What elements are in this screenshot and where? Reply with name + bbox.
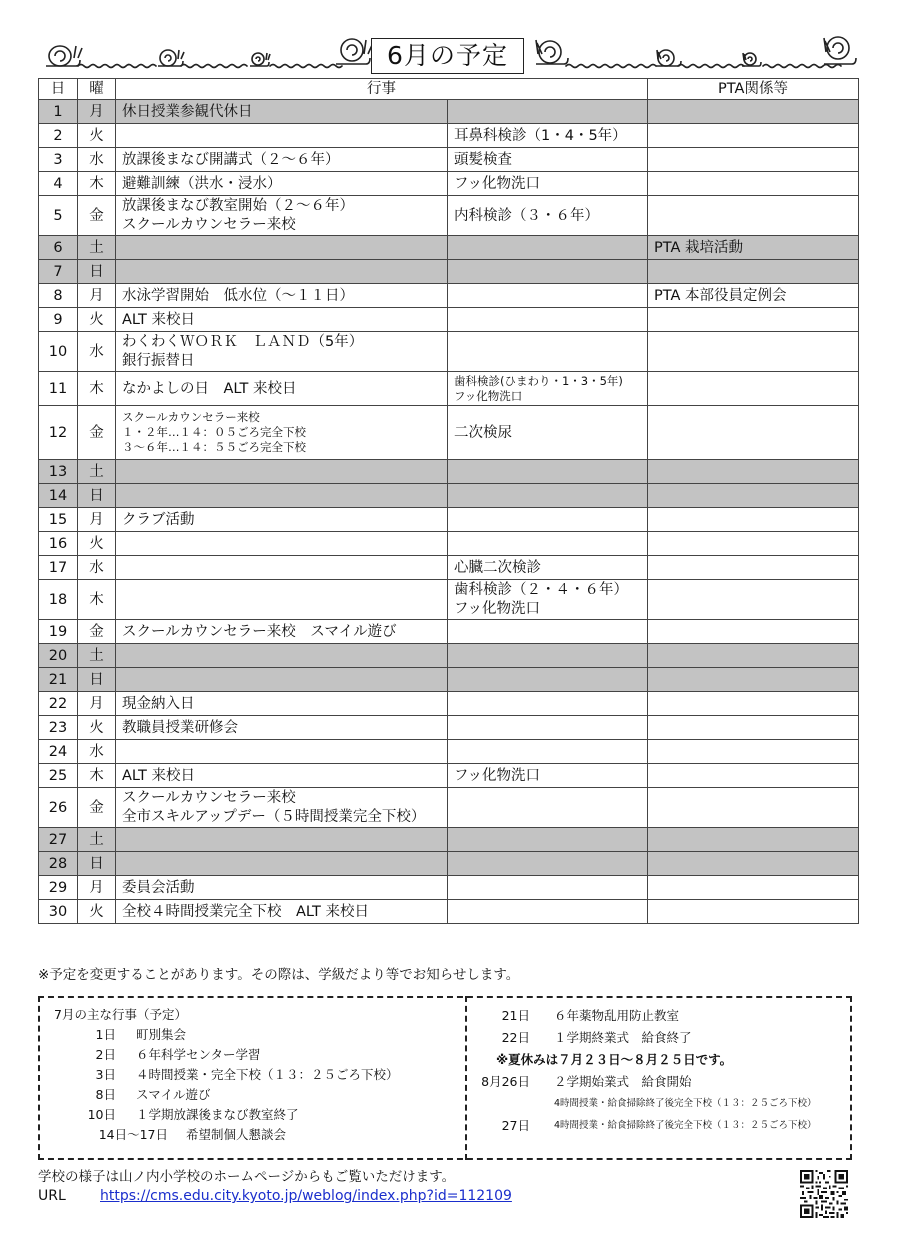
row-weekday: 水 [78,556,116,580]
row-day: 13 [39,460,78,484]
table-row [39,788,859,828]
row-event-health [448,172,648,196]
row-day: 12 [39,406,78,460]
header-day: 日 [39,79,78,100]
cell-line: スクールカウンセラー来校 スマイル遊び [122,623,397,640]
row-weekday: 月 [78,100,116,124]
table-row [39,284,859,308]
row-event [116,764,448,788]
row-pta [648,100,859,124]
cell-line: 歯科検診(ひまわり・1・3・5年) [454,373,623,388]
row-event [116,484,448,508]
table-row [39,100,859,124]
july-date: 1日 [95,1027,116,1042]
snail-icon [336,39,373,64]
snail-icon [158,50,184,66]
row-pta [648,740,859,764]
july-event: １学期放課後まなび教室終了 [136,1107,299,1122]
table-header-row [39,79,859,100]
row-event-health [448,100,648,124]
table-row [39,668,859,692]
row-event [116,740,448,764]
row-pta [648,620,859,644]
row-weekday: 月 [78,508,116,532]
row-day: 8 [39,284,78,308]
row-event [116,788,448,828]
cell-line: 水泳学習開始 低水位（～１１日） [122,287,354,304]
row-event [116,692,448,716]
row-event-health [448,644,648,668]
row-pta [648,764,859,788]
row-pta [648,556,859,580]
page-title: 6月の予定 [371,38,524,74]
row-pta [648,332,859,372]
table-row [39,236,859,260]
row-event [116,100,448,124]
july-date: 27日 [501,1118,530,1133]
july-date: 2日 [95,1047,116,1062]
row-weekday: 土 [78,644,116,668]
row-pta [648,532,859,556]
table-row [39,828,859,852]
july-item [48,1045,399,1065]
row-pta [648,828,859,852]
row-pta [648,852,859,876]
cell-line: フッ化物洗口 [454,175,540,192]
row-pta [648,260,859,284]
table-row [39,644,859,668]
row-day: 6 [39,236,78,260]
row-day: 19 [39,620,78,644]
url-line [38,1188,512,1204]
row-event [116,580,448,620]
table-row [39,620,859,644]
header-weekday: 曜 [78,79,116,100]
row-day: 7 [39,260,78,284]
row-event [116,644,448,668]
july-event: 希望制個人懇談会 [186,1127,287,1142]
july-item [470,1005,845,1027]
july-item [470,1093,845,1115]
table-row [39,692,859,716]
cell-line: 心臓二次検診 [454,559,541,576]
snail-icon [742,53,761,66]
july-item [470,1027,845,1049]
row-pta [648,124,859,148]
snail-icon [250,53,270,66]
row-weekday: 水 [78,148,116,172]
row-weekday: 日 [78,668,116,692]
cell-line: 現金納入日 [122,695,195,712]
row-event [116,308,448,332]
row-day: 21 [39,668,78,692]
snail-icon [46,46,82,66]
cell-line: スクールカウンセラー来校 [122,410,260,424]
row-day: 5 [39,196,78,236]
row-weekday: 金 [78,406,116,460]
row-event-health [448,508,648,532]
table-row [39,406,859,460]
row-event [116,236,448,260]
table-row [39,332,859,372]
row-day: 10 [39,332,78,372]
row-weekday: 木 [78,372,116,406]
table-row [39,876,859,900]
row-pta [648,580,859,620]
july-item [470,1115,845,1137]
row-day: 11 [39,372,78,406]
page-header [38,28,860,78]
row-event-health [448,308,648,332]
row-weekday: 水 [78,332,116,372]
row-weekday: 土 [78,460,116,484]
july-heading: 7月の主な行事（予定） [54,1007,187,1022]
row-weekday: 火 [78,308,116,332]
row-weekday: 日 [78,852,116,876]
cell-line: PTA 本部役員定例会 [654,287,787,304]
row-weekday: 火 [78,900,116,924]
row-event [116,406,448,460]
july-item [48,1085,399,1105]
july-event: スマイル遊び [136,1087,211,1102]
cell-line: 内科検診（３・６年） [454,207,599,224]
row-pta [648,716,859,740]
row-pta [648,460,859,484]
table-row [39,460,859,484]
row-event-health [448,148,648,172]
row-day: 25 [39,764,78,788]
july-event: ４時間授業・完全下校（１３：２５ごろ下校） [136,1067,399,1082]
table-row [39,508,859,532]
row-day: 14 [39,484,78,508]
row-event-health [448,692,648,716]
row-event-health [448,876,648,900]
july-events-right [470,1005,845,1137]
row-event [116,124,448,148]
cell-line: PTA 栽培活動 [654,239,744,256]
schedule-table [38,78,859,924]
row-day: 23 [39,716,78,740]
row-weekday: 木 [78,172,116,196]
cell-line: なかよしの日 ALT 来校日 [122,380,297,397]
cell-line: スクールカウンセラー来校 [122,216,296,233]
row-event [116,828,448,852]
row-weekday: 月 [78,284,116,308]
cell-line: 二次検尿 [454,424,512,441]
homepage-link[interactable]: https://cms.edu.city.kyoto.jp/weblog/index.php?id=112109 [100,1188,512,1204]
row-pta [648,172,859,196]
row-pta [648,876,859,900]
cell-line: 耳鼻科検診（1・4・5年） [454,127,627,144]
row-event [116,508,448,532]
row-event [116,532,448,556]
row-weekday: 金 [78,620,116,644]
row-event-health [448,460,648,484]
cell-line: １・２年…１４：０５ごろ完全下校 [122,425,306,439]
row-day: 22 [39,692,78,716]
table-row [39,532,859,556]
july-event: 4時間授業・給食掃除終了後完全下校（１３：２５ごろ下校） [554,1120,817,1131]
row-event-health [448,716,648,740]
cell-line: ALT 来校日 [122,767,195,784]
row-event [116,284,448,308]
row-pta [648,900,859,924]
row-event [116,372,448,406]
july-date: 22日 [501,1030,530,1045]
table-row [39,900,859,924]
july-events-left [48,1005,399,1145]
cell-line: 委員会活動 [122,879,195,896]
cell-line: 頭髪検査 [454,151,512,168]
cell-line: クラブ活動 [122,511,195,528]
row-event-health [448,900,648,924]
row-weekday: 日 [78,484,116,508]
row-event [116,716,448,740]
row-event [116,900,448,924]
row-weekday: 火 [78,716,116,740]
url-label: URL [38,1188,66,1204]
row-event [116,332,448,372]
july-event: ２学期始業式 給食開始 [554,1074,692,1089]
july-event: ６年薬物乱用防止教室 [554,1008,680,1023]
table-row [39,716,859,740]
table-row [39,308,859,332]
july-event: １学期終業式 給食終了 [554,1030,692,1045]
row-weekday: 金 [78,196,116,236]
july-date: 8日 [95,1087,116,1102]
row-weekday: 火 [78,532,116,556]
row-pta [648,236,859,260]
row-event-health [448,260,648,284]
cell-line: ALT 来校日 [122,311,195,328]
row-event-health [448,828,648,852]
row-day: 1 [39,100,78,124]
row-event-health [448,124,648,148]
table-row [39,484,859,508]
row-event-health [448,788,648,828]
row-pta [648,284,859,308]
july-event: 町別集会 [136,1027,187,1042]
row-day: 15 [39,508,78,532]
table-row [39,764,859,788]
row-event [116,876,448,900]
row-event-health [448,484,648,508]
row-event-health [448,406,648,460]
row-event [116,460,448,484]
row-day: 20 [39,644,78,668]
cell-line: 放課後まなび開講式（２～６年） [122,151,340,168]
row-event [116,620,448,644]
snail-icon [656,50,681,66]
table-row [39,740,859,764]
row-event [116,148,448,172]
july-item [470,1071,845,1093]
cell-line: 歯科検診（２・４・６年） [454,581,628,598]
row-event [116,852,448,876]
july-date: 14日～17日 [98,1127,168,1142]
july-box-divider [465,996,467,1160]
row-day: 27 [39,828,78,852]
july-item [48,1025,399,1045]
row-day: 28 [39,852,78,876]
row-pta [648,308,859,332]
july-item [48,1125,399,1145]
july-date: 8月26日 [481,1074,530,1089]
row-event-health [448,580,648,620]
snail-icon [536,40,568,64]
row-weekday: 日 [78,260,116,284]
row-event-health [448,556,648,580]
row-pta [648,692,859,716]
table-row [39,196,859,236]
row-event-health [448,620,648,644]
row-pta [648,484,859,508]
table-row [39,580,859,620]
row-pta [648,788,859,828]
cell-line: 全市スキルアップデー（５時間授業完全下校） [122,808,426,825]
row-pta [648,668,859,692]
schedule-body [39,100,859,924]
table-row [39,372,859,406]
july-date: 21日 [501,1008,530,1023]
cell-line: フッ化物洗口 [454,388,523,403]
summer-break-note: ※夏休みは７月２３日～８月２５日です。 [496,1052,733,1067]
row-day: 4 [39,172,78,196]
july-item [470,1049,845,1071]
row-pta [648,406,859,460]
cell-line: 避難訓練（洪水・浸水） [122,175,282,192]
row-pta [648,196,859,236]
row-day: 30 [39,900,78,924]
homepage-note: 学校の様子は山ノ内小学校のホームページからもご覧いただけます。 [38,1169,456,1185]
row-weekday: 土 [78,236,116,260]
cell-line: 銀行振替日 [122,352,195,369]
row-pta [648,644,859,668]
july-event: ６年科学センター学習 [136,1047,261,1062]
row-day: 2 [39,124,78,148]
row-day: 18 [39,580,78,620]
row-pta [648,372,859,406]
cell-line: フッ化物洗口 [454,767,540,784]
cell-line: ３～６年…１４：５５ごろ完全下校 [122,440,306,454]
row-event-health [448,196,648,236]
row-event [116,172,448,196]
row-day: 16 [39,532,78,556]
schedule-note: ※予定を変更することがあります。その際は、学級だより等でお知らせします。 [38,967,520,983]
row-day: 17 [39,556,78,580]
row-weekday: 月 [78,876,116,900]
qr-code-icon[interactable] [800,1170,848,1218]
table-row [39,852,859,876]
row-event [116,260,448,284]
cell-line: スクールカウンセラー来校 [122,789,296,806]
row-event-health [448,764,648,788]
cell-line: 全校４時間授業完全下校 ALT 来校日 [122,903,369,920]
row-weekday: 火 [78,124,116,148]
row-day: 29 [39,876,78,900]
row-weekday: 月 [78,692,116,716]
row-event-health [448,372,648,406]
row-event-health [448,668,648,692]
row-event-health [448,740,648,764]
july-item [48,1065,399,1085]
row-day: 26 [39,788,78,828]
row-weekday: 土 [78,828,116,852]
cell-line: 教職員授業研修会 [122,719,238,736]
snail-icon [824,37,856,64]
table-row [39,260,859,284]
row-day: 3 [39,148,78,172]
row-day: 9 [39,308,78,332]
row-pta [648,508,859,532]
row-day: 24 [39,740,78,764]
row-event-health [448,236,648,260]
row-event [116,668,448,692]
cell-line: 休日授業参観代休日 [122,103,253,120]
table-row [39,556,859,580]
table-row [39,172,859,196]
row-pta [648,148,859,172]
cell-line: わくわくＷＯＲＫ ＬＡＮＤ（5年） [122,333,364,350]
row-event-health [448,532,648,556]
table-row [39,124,859,148]
row-event-health [448,852,648,876]
row-event-health [448,284,648,308]
july-event: 4時間授業・給食掃除終了後完全下校（１３：２５ごろ下校） [554,1098,817,1109]
row-weekday: 金 [78,788,116,828]
cell-line: 放課後まなび教室開始（２～６年） [122,197,354,214]
header-pta: PTA関係等 [648,79,859,100]
row-event-health [448,332,648,372]
table-row [39,148,859,172]
july-date: 3日 [95,1067,116,1082]
row-weekday: 水 [78,740,116,764]
july-item [48,1105,399,1125]
row-event [116,556,448,580]
cell-line: フッ化物洗口 [454,600,540,617]
header-events: 行事 [116,79,648,100]
row-event [116,196,448,236]
row-weekday: 木 [78,764,116,788]
july-date: 10日 [87,1107,116,1122]
row-weekday: 木 [78,580,116,620]
